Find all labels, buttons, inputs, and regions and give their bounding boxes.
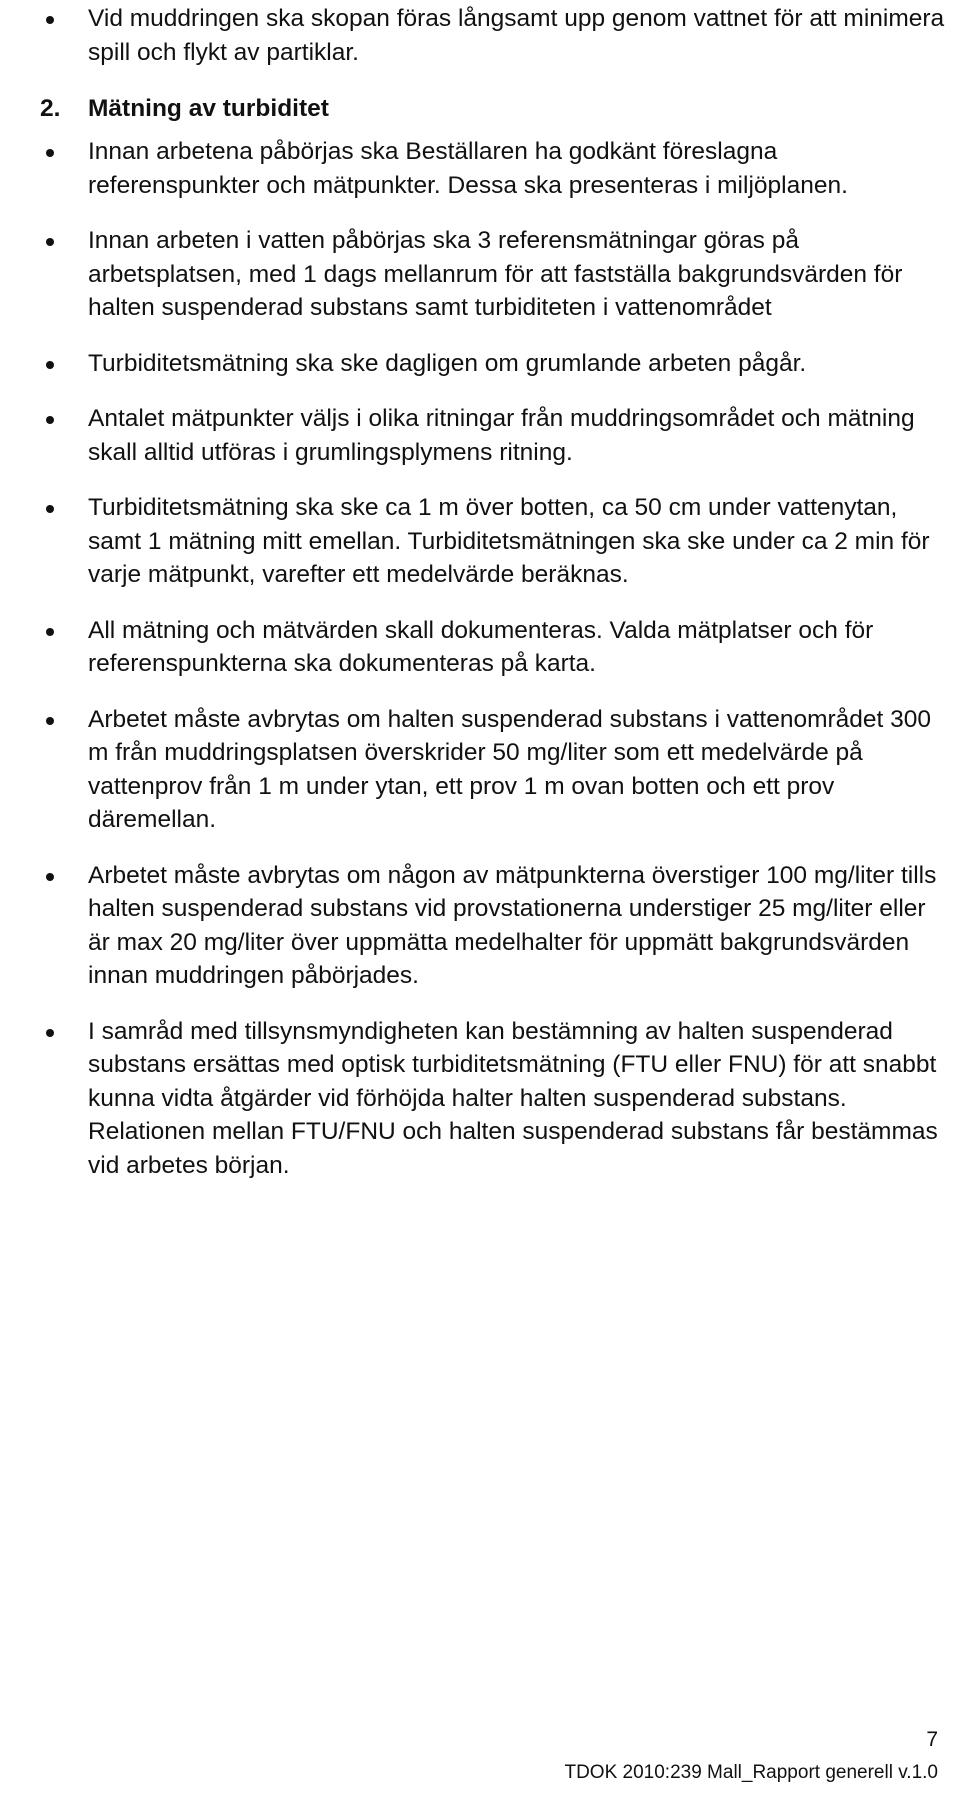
list-item-text: Turbiditetsmätning ska ske ca 1 m över botten, ca 50 cm under vattenytan, samt 1 mätning mitt emellan. Turbiditetsmätningen ska ske under ca 2 min för varje mätpunkt, varefter ett medelvärde beräknas.	[88, 494, 930, 588]
bullet-dot-icon	[46, 505, 54, 513]
list-item	[40, 703, 945, 837]
section-number: 2.	[40, 95, 61, 122]
list-item-text: Vid muddringen ska skopan föras långsamt upp genom vattnet för att minimera spill och flykt av partiklar.	[88, 5, 945, 66]
bullet-dot-icon	[46, 717, 54, 725]
bullet-dot-icon	[46, 16, 54, 24]
page-number: 7	[926, 1728, 938, 1751]
section-heading	[40, 93, 329, 125]
document-id: TDOK 2010:239 Mall_Rapport generell v.1.0	[564, 1762, 938, 1783]
list-item	[40, 491, 945, 592]
list-item	[40, 1015, 945, 1183]
list-item-text: All mätning och mätvärden skall dokumenteras. Valda mätplatser och för referenspunkterna ska dokumenteras på karta.	[88, 616, 874, 677]
top-bullet-list	[40, 2, 945, 91]
list-item-text: Arbetet måste avbrytas om någon av mätpunkterna överstiger 100 mg/liter tills halten suspenderad substans vid provstationerna understiger 25 mg/liter eller är max 20 mg/liter över uppmätta medelhalter för uppmätt bakgrundsvärden innan muddringen påbörjades.	[88, 861, 937, 989]
bullet-dot-icon	[46, 873, 54, 881]
list-item-text: Innan arbetena påbörjas ska Beställaren ha godkänt föreslagna referenspunkter och mätpunkter. Dessa ska presenteras i miljöplanen.	[88, 138, 848, 199]
list-item-text: I samråd med tillsynsmyndigheten kan bestämning av halten suspenderad substans ersättas med optisk turbiditetsmätning (FTU eller FNU) för att snabbt kunna vidta åtgärder vid förhöjda halter halten suspenderad substans. Relationen mellan FTU/FNU och halten suspenderad substans får bestämmas vid arbetes början.	[88, 1017, 938, 1179]
list-item	[40, 614, 945, 681]
section-title: Mätning av turbiditet	[88, 95, 329, 122]
list-item	[40, 2, 945, 69]
list-item	[40, 402, 945, 469]
bullet-dot-icon	[46, 1029, 54, 1037]
bullet-dot-icon	[46, 628, 54, 636]
list-item-text: Innan arbeten i vatten påbörjas ska 3 referensmätningar göras på arbetsplatsen, med 1 dags mellanrum för att fastställa bakgrundsvärden för halten suspenderad substans samt turbiditeten i vattenområdet	[88, 227, 903, 321]
list-item	[40, 859, 945, 993]
list-item	[40, 224, 945, 325]
list-item-text: Turbiditetsmätning ska ske dagligen om grumlande arbeten pågår.	[88, 349, 807, 377]
bullet-dot-icon	[46, 416, 54, 424]
bullet-dot-icon	[46, 149, 54, 157]
bullet-list	[40, 135, 945, 1204]
list-item-text: Antalet mätpunkter väljs i olika ritningar från muddringsområdet och mätning skall alltid utföras i grumlingsplymens ritning.	[88, 405, 915, 466]
list-item	[40, 347, 945, 381]
list-item-text: Arbetet måste avbrytas om halten suspenderad substans i vattenområdet 300 m från muddringsplatsen överskrider 50 mg/liter som ett medelvärde på vattenprov från 1 m under ytan, ett prov 1 m ovan botten och ett prov däremellan.	[88, 705, 932, 833]
bullet-dot-icon	[46, 361, 54, 369]
bullet-dot-icon	[46, 238, 54, 246]
list-item	[40, 135, 945, 202]
